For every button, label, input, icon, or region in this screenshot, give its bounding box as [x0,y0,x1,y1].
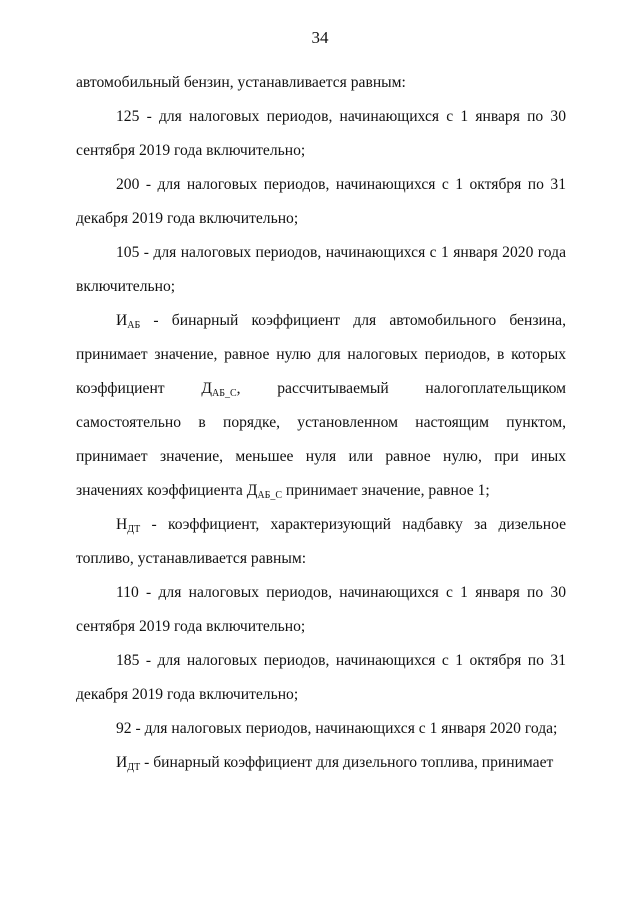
coefficient-letter: Д [201,380,212,397]
paragraph-text: принимает значение, равное 1; [282,482,490,499]
paragraph-petrol-125 [76,100,566,168]
paragraph-text: , рассчитываемый налогоплательщиком самостоятельно в порядке, установленном настоящим пунктом, принимает значение, меньшее нуля или равное нулю, при иных значениях коэффициента [76,380,566,499]
page-number: 34 [311,28,329,47]
paragraph-petrol-105 [76,236,566,304]
symbol-subscript: АБ [127,320,141,331]
paragraph-text: - бинарный коэффициент для дизельного топлива, принимает [140,754,554,771]
coefficient-subscript: АБ_С [257,490,283,501]
paragraph-text: - коэффициент, характеризующий надбавку за дизельное топливо, устанавливается равным: [76,516,566,567]
symbol-subscript: ДТ [127,524,141,535]
paragraph-intro [76,66,566,100]
coefficient-letter: Д [246,482,258,499]
document-body [76,66,566,780]
paragraph-binary-petrol [76,304,566,508]
symbol-letter: И [116,754,128,771]
paragraph-text: 125 - для налоговых периодов, начинающихся с 1 января по 30 сентября 2019 года включительно; [76,108,566,159]
paragraph-text: 92 - для налоговых периодов, начинающихся с 1 января 2020 года; [116,720,558,737]
symbol-subscript: ДТ [127,762,141,773]
paragraph-text: автомобильный бензин, устанавливается равным: [76,74,406,91]
paragraph-text: 200 - для налоговых периодов, начинающихся с 1 октября по 31 декабря 2019 года включительно; [76,176,566,227]
paragraph-text: 185 - для налоговых периодов, начинающихся с 1 октября по 31 декабря 2019 года включительно; [76,652,566,703]
paragraph-diesel-185 [76,644,566,712]
symbol-letter: И [116,312,128,329]
symbol-letter: Н [116,516,128,533]
paragraph-diesel-110 [76,576,566,644]
paragraph-text: - бинарный коэффициент для автомобильного бензина, принимает значение, равное нулю для налоговых периодов, в которых коэффициент [76,312,566,397]
paragraph-petrol-200 [76,168,566,236]
paragraph-binary-diesel [76,746,566,780]
paragraph-text: 110 - для налоговых периодов, начинающихся с 1 января по 30 сентября 2019 года включительно; [76,584,566,635]
paragraph-text: 105 - для налоговых периодов, начинающихся с 1 января 2020 года включительно; [76,244,566,295]
paragraph-diesel-92 [76,712,566,746]
paragraph-diesel-coefficient [76,508,566,576]
coefficient-subscript: АБ_С [211,388,237,399]
